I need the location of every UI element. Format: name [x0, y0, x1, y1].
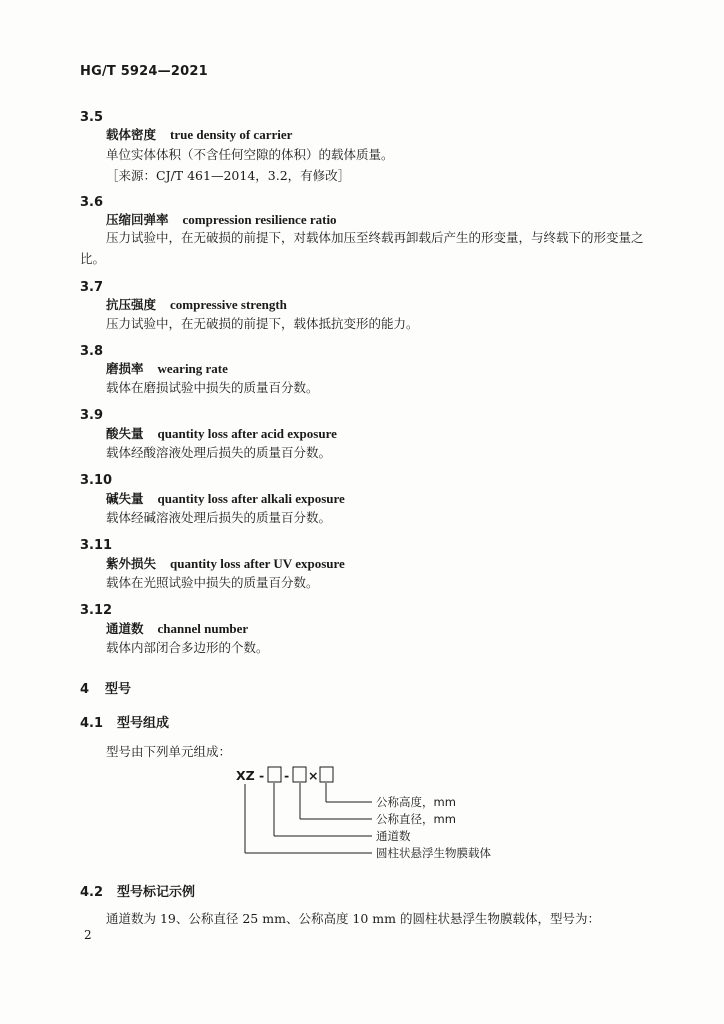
- term-zh: 磨损率: [106, 361, 144, 376]
- model-code-prefix: XZ: [236, 768, 255, 783]
- term-number: 3.5: [80, 110, 104, 125]
- term-number: 3.7: [80, 280, 104, 295]
- dash-separator: -: [259, 768, 265, 783]
- term-number: 3.10: [80, 473, 113, 488]
- term-definition: 载体内部闭合多边形的个数。: [106, 640, 269, 655]
- dash-separator: -: [284, 768, 290, 783]
- term-en: compression resilience ratio: [182, 212, 337, 227]
- term-en: compressive strength: [170, 297, 287, 312]
- term-en: channel number: [157, 621, 249, 636]
- term-definition: 压力试验中，在无破损的前提下，对载体加压至终载再卸载后产生的形变量，与终载下的形变量之比。: [80, 230, 644, 266]
- term-en: wearing rate: [157, 361, 228, 376]
- label-carrier-type: 圆柱状悬浮生物膜载体: [376, 846, 491, 860]
- term-definition: 载体经碱溶液处理后损失的质量百分数。: [106, 510, 332, 525]
- term-definition: 载体在光照试验中损失的质量百分数。: [106, 575, 319, 590]
- label-nominal-diameter: 公称直径，mm: [376, 812, 456, 826]
- term-zh: 紫外损失: [106, 556, 157, 571]
- term-definition: 载体经酸溶液处理后损失的质量百分数。: [106, 445, 332, 460]
- subsection-heading: [80, 881, 195, 900]
- subsection-title: 型号组成: [117, 716, 170, 731]
- term-en: quantity loss after UV exposure: [170, 556, 345, 571]
- channel-number-box: [268, 767, 281, 782]
- term-zh: 压缩回弹率: [106, 212, 169, 227]
- term-number: 3.12: [80, 603, 113, 618]
- term-number: 3.11: [80, 538, 113, 553]
- term-en: quantity loss after acid exposure: [157, 426, 337, 441]
- subsection-title: 型号标记示例: [117, 885, 196, 900]
- label-nominal-height: 公称高度，mm: [376, 795, 456, 809]
- term-zh: 载体密度: [106, 127, 157, 142]
- subsection-number: 4.2: [80, 885, 104, 900]
- label-channel-number: 通道数: [376, 829, 411, 843]
- term-number: 3.9: [80, 408, 104, 423]
- term-en: quantity loss after alkali exposure: [157, 491, 345, 506]
- height-box: [320, 767, 333, 782]
- term-zh: 抗压强度: [106, 297, 157, 312]
- page-number: 2: [84, 928, 92, 942]
- term-definition: 载体在磨损试验中损失的质量百分数。: [106, 380, 319, 395]
- model-intro-text: 型号由下列单元组成：: [106, 744, 232, 759]
- times-sign: ×: [308, 768, 319, 783]
- term-source: ［来源：CJ/T 461—2014，3.2，有修改］: [106, 168, 351, 183]
- example-text: 通道数为 19、公称直径 25 mm、公称高度 10 mm 的圆柱状悬浮生物膜载体，型号为：: [106, 911, 600, 926]
- document-code: HG/T 5924—2021: [80, 64, 208, 79]
- term-number: 3.8: [80, 344, 104, 359]
- term-zh: 碱失量: [106, 491, 144, 506]
- term-number: 3.6: [80, 195, 104, 210]
- term-en: true density of carrier: [170, 127, 293, 142]
- term-definition: 压力试验中，在无破损的前提下，载体抵抗变形的能力。: [106, 316, 419, 331]
- term-definition: 单位实体体积（不含任何空隙的体积）的载体质量。: [106, 147, 394, 162]
- term-zh: 酸失量: [106, 426, 144, 441]
- diameter-box: [293, 767, 306, 782]
- term-zh: 通道数: [106, 621, 144, 636]
- section-title: 型号: [105, 682, 132, 697]
- section-number: 4: [80, 682, 90, 697]
- subsection-number: 4.1: [80, 716, 104, 731]
